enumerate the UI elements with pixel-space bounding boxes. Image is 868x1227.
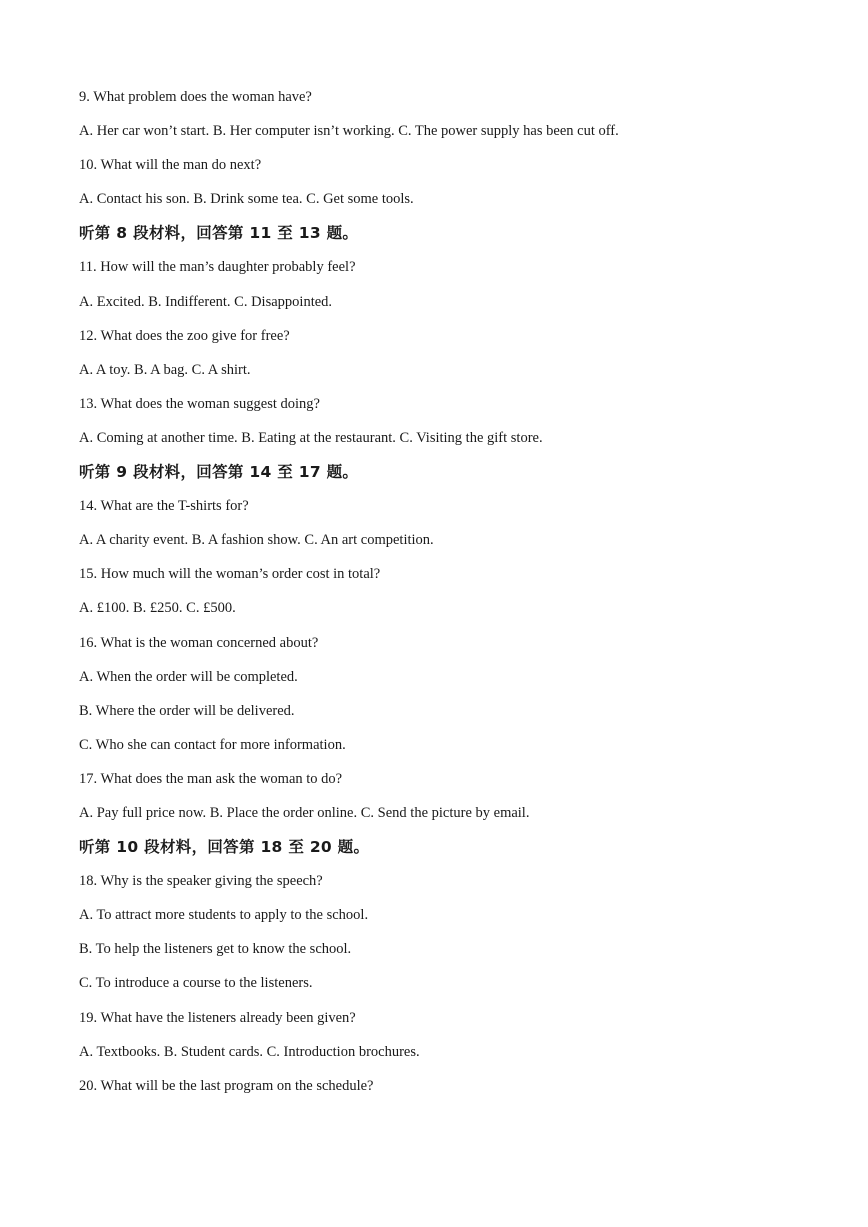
answer-options: A. £100. B. £250. C. £500. bbox=[79, 600, 236, 617]
answer-options: A. Her car won’t start. B. Her computer isn’t working. C. The power supply has been cut off. bbox=[79, 123, 619, 140]
answer-options: A. Textbooks. B. Student cards. C. Introduction brochures. bbox=[79, 1043, 420, 1060]
answer-option: B. To help the listeners get to know the school. bbox=[79, 941, 352, 958]
question-text: 19. What have the listeners already been given? bbox=[79, 1009, 356, 1026]
question-text: 20. What will be the last program on the schedule? bbox=[79, 1077, 374, 1094]
section-heading: 听第 9 段材料，回答第 14 至 17 题。 bbox=[79, 463, 359, 482]
question-text: 18. Why is the speaker giving the speech? bbox=[79, 873, 323, 890]
answer-options: A. Coming at another time. B. Eating at the restaurant. C. Visiting the gift store. bbox=[79, 429, 543, 446]
answer-option: A. To attract more students to apply to the school. bbox=[79, 907, 369, 924]
answer-options: A. Contact his son. B. Drink some tea. C. Get some tools. bbox=[79, 191, 414, 208]
question-text: 12. What does the zoo give for free? bbox=[79, 327, 290, 344]
question-text: 14. What are the T-shirts for? bbox=[79, 498, 249, 515]
question-text: 9. What problem does the woman have? bbox=[79, 89, 312, 105]
document-page bbox=[79, 86, 839, 1109]
answer-options: A. A charity event. B. A fashion show. C. An art competition. bbox=[79, 532, 434, 549]
answer-options: A. Pay full price now. B. Place the order online. C. Send the picture by email. bbox=[79, 804, 530, 821]
question-text: 15. How much will the woman’s order cost in total? bbox=[79, 566, 381, 583]
answer-option: C. To introduce a course to the listeners. bbox=[79, 975, 313, 992]
question-text: 11. How will the man’s daughter probably feel? bbox=[79, 259, 356, 276]
answer-option: A. When the order will be completed. bbox=[79, 668, 298, 685]
section-heading: 听第 8 段材料，回答第 11 至 13 题。 bbox=[79, 224, 359, 243]
answer-option: B. Where the order will be delivered. bbox=[79, 702, 295, 719]
question-text: 13. What does the woman suggest doing? bbox=[79, 395, 320, 412]
question-text: 16. What is the woman concerned about? bbox=[79, 634, 319, 651]
answer-options: A. A toy. B. A bag. C. A shirt. bbox=[79, 361, 251, 378]
section-heading: 听第 10 段材料，回答第 18 至 20 题。 bbox=[79, 838, 370, 857]
answer-option: C. Who she can contact for more information. bbox=[79, 736, 346, 753]
answer-options: A. Excited. B. Indifferent. C. Disappointed. bbox=[79, 293, 333, 310]
question-text: 10. What will the man do next? bbox=[79, 157, 262, 174]
question-text: 17. What does the man ask the woman to do? bbox=[79, 770, 343, 787]
